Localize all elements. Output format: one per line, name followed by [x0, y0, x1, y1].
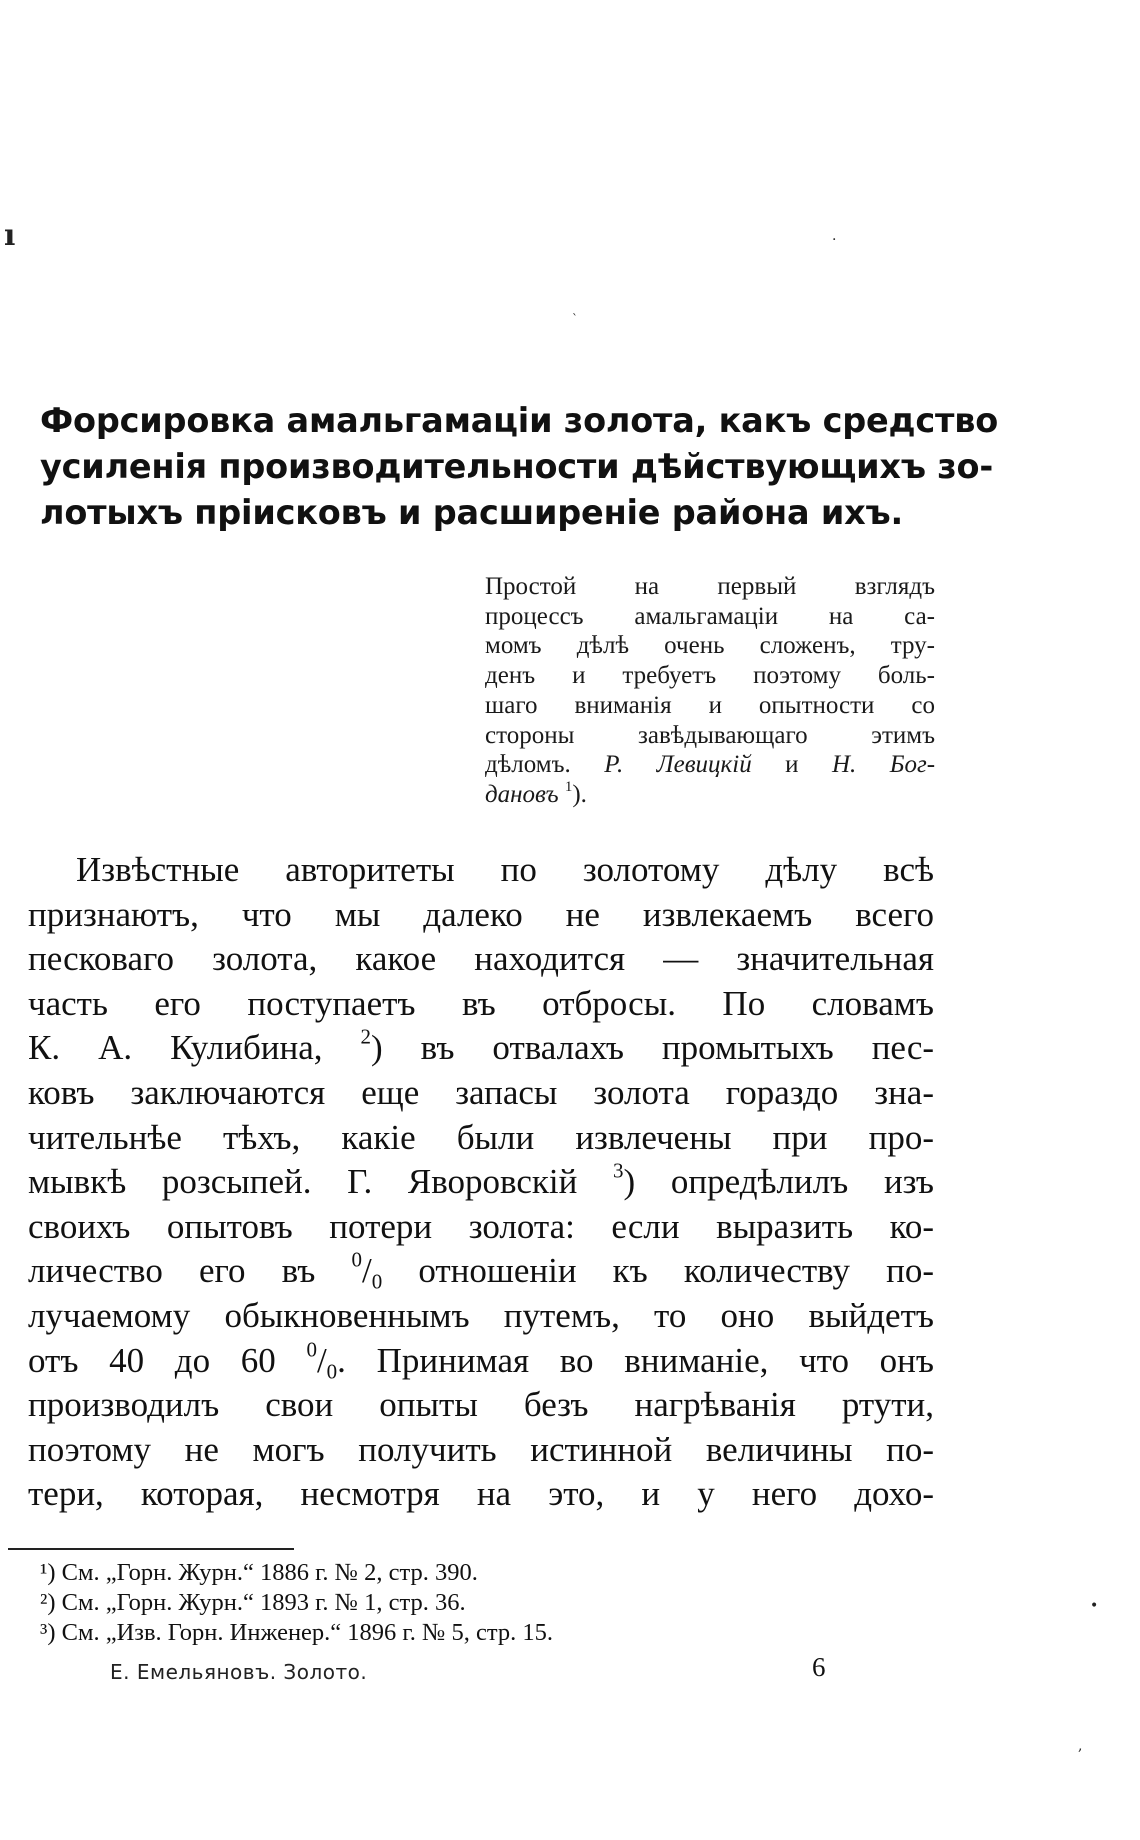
epigraph-line: стороны завѣдывающаго этимъ: [485, 721, 935, 749]
margin-mark: ·: [832, 232, 837, 248]
margin-mark: •: [1090, 1598, 1099, 1614]
epigraph-author: Р. Левицкій: [604, 751, 752, 779]
footnote: ³) См. „Изв. Горн. Инженер.“ 1896 г. № 5, стр. 15.: [40, 1619, 553, 1646]
percent-sign: $^0/_0$: [306, 1336, 338, 1383]
percent-sign: $^0/_0$: [351, 1247, 383, 1294]
footnote-ref: 1: [564, 778, 573, 795]
body-line: своихъ опытовъ потери золота: если выразить ко-: [28, 1206, 934, 1246]
epigraph-author: дановъ: [485, 780, 559, 808]
footnote: ²) См. „Горн. Журн.“ 1893 г. № 1, стр. 36.: [40, 1589, 466, 1616]
footnotes: [40, 1558, 940, 1648]
body-line: чительнѣе тѣхъ, какіе были извлечены при про-: [28, 1117, 934, 1157]
title-line: лотыхъ пріисковъ и расширеніе района ихъ.: [40, 493, 904, 532]
epigraph-author: Н. Бог-: [831, 751, 936, 779]
epigraph-line: процессъ амальгамаціи на са-: [485, 602, 935, 630]
body-text: [28, 848, 934, 1517]
title-line: Форсировка амальгамаціи золота, какъ средство: [40, 401, 999, 440]
body-line: признаютъ, что мы далеко не извлекаемъ всего: [28, 894, 934, 934]
body-line: поэтому не могъ получить истинной величины по-: [28, 1429, 934, 1469]
margin-mark: `: [572, 312, 578, 326]
body-line: производилъ свои опыты безъ нагрѣванія ртути,: [28, 1385, 934, 1425]
chapter-title: [40, 398, 999, 536]
body-line: часть его поступаетъ въ отбросы. По словамъ: [28, 983, 934, 1023]
footnote-ref: 3: [613, 1158, 624, 1183]
title-line: усиленія производительности дѣйствующихъ зо-: [40, 447, 994, 486]
body-line: песковаго золота, какое находится — значительная: [28, 939, 934, 979]
epigraph: [485, 572, 935, 810]
body-line: Извѣстные авторитеты по золотому дѣлу всѣ: [76, 850, 934, 889]
signature-line: Е. Емельяновъ. Золото.: [110, 1660, 368, 1684]
body-line: лучаемому обыкновеннымъ путемъ, то оно выйдетъ: [28, 1295, 934, 1335]
body-line: ковъ заключаются еще запасы золота гораздо зна-: [28, 1072, 934, 1112]
footnote: ¹) См. „Горн. Журн.“ 1886 г. № 2, стр. 390.: [40, 1559, 478, 1586]
epigraph-line: дановъ $^1$).: [485, 778, 587, 808]
body-line: личество его въ $^0/_0$ отношеніи къ количеству по-: [28, 1247, 935, 1294]
footnote-ref: 2: [360, 1024, 372, 1049]
body-line: отъ 40 до 60 $^0/_0$. Принимая во вниманіе, что онъ: [28, 1336, 935, 1383]
epigraph-line: дѣломъ. Р. Левицкій и Н. Бог-: [485, 751, 936, 779]
epigraph-line: момъ дѣлѣ очень сложенъ, тру-: [485, 632, 935, 660]
sheet-number: 6: [812, 1652, 826, 1682]
body-line: тери, которая, несмотря на это, и у него дохо-: [28, 1474, 934, 1514]
body-line: К. А. Кулибина, $^2$) въ отвалахъ промытыхъ пес-: [28, 1024, 935, 1068]
epigraph-line: денъ и требуетъ поэтому боль-: [485, 662, 935, 690]
body-line: мывкѣ розсыпей. Г. Яворовскій $^3$) опредѣлилъ изъ: [28, 1158, 934, 1202]
epigraph-line: Простой на первый взглядъ: [485, 573, 935, 600]
footnote-divider: [8, 1548, 294, 1550]
margin-mark: ı: [4, 218, 16, 253]
margin-mark: ,: [1078, 1738, 1083, 1754]
epigraph-line: шаго вниманія и опытности со: [485, 691, 935, 719]
